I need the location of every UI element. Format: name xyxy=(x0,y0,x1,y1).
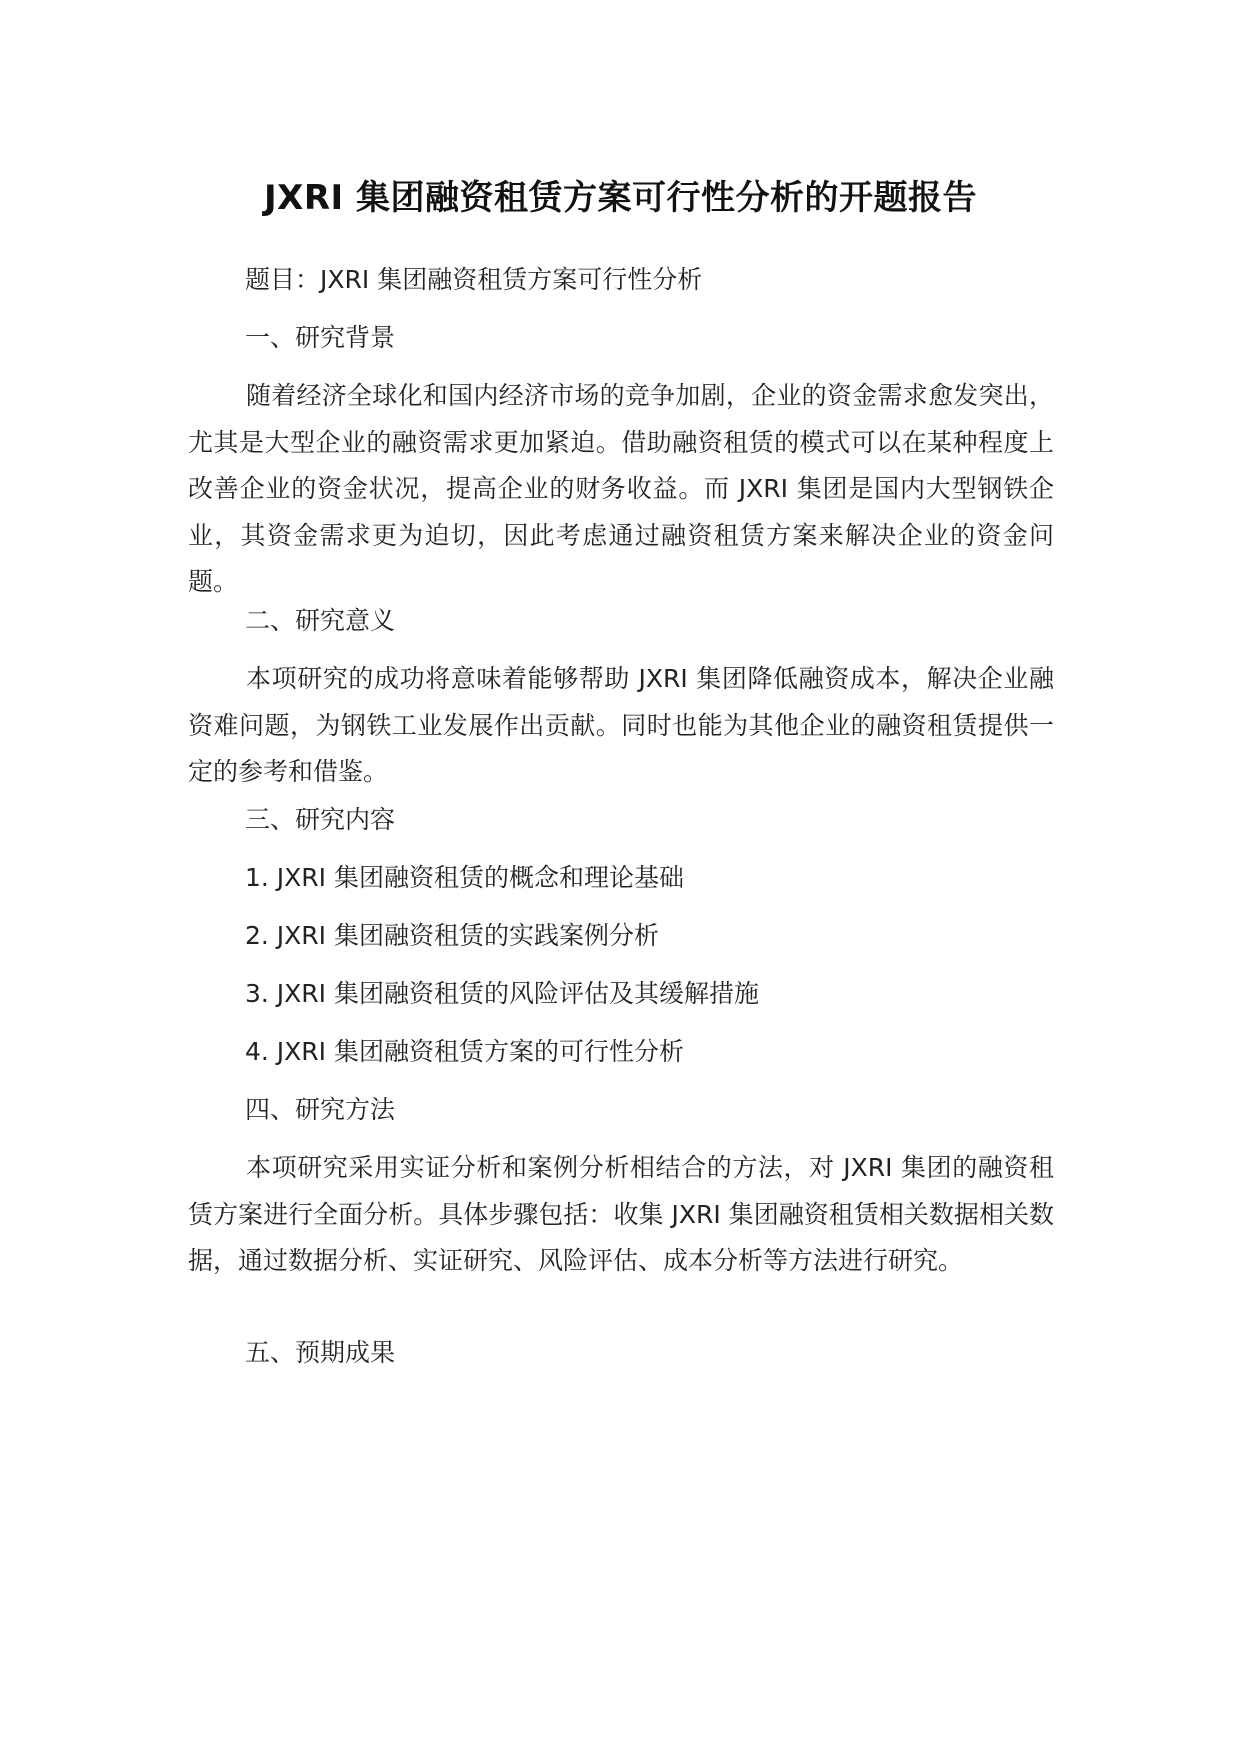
heading-results: 五、预期成果 xyxy=(245,1338,396,1367)
content-list-item: 2. JXRI 集团融资租赁的实践案例分析 xyxy=(245,921,659,950)
heading-significance: 二、研究意义 xyxy=(245,606,396,635)
paragraph-methods: 本项研究采用实证分析和案例分析相结合的方法，对 JXRI 集团的融资租赁方案进行全面分析。具体步骤包括：收集 JXRI 集团融资租赁相关数据相关数据，通过数据分析、实证研究、风险评估、成本分析等方法进行研究。 xyxy=(188,1153,1054,1275)
paragraph-significance: 本项研究的成功将意味着能够帮助 JXRI 集团降低融资成本，解决企业融资难问题，为钢铁工业发展作出贡献。同时也能为其他企业的融资租赁提供一定的参考和借鉴。 xyxy=(188,664,1054,786)
heading-methods: 四、研究方法 xyxy=(245,1095,396,1124)
heading-background: 一、研究背景 xyxy=(245,323,396,352)
document-title: JXRI 集团融资租赁方案可行性分析的开题报告 xyxy=(263,178,978,218)
content-list-item: 3. JXRI 集团融资租赁的风险评估及其缓解措施 xyxy=(245,979,759,1008)
content-list-item: 1. JXRI 集团融资租赁的概念和理论基础 xyxy=(245,863,684,892)
content-list-item: 4. JXRI 集团融资租赁方案的可行性分析 xyxy=(245,1037,684,1066)
paragraph-background: 随着经济全球化和国内经济市场的竞争加剧，企业的资金需求愈发突出，尤其是大型企业的融资需求更加紧迫。借助融资租赁的模式可以在某种程度上改善企业的资金状况，提高企业的财务收益。而 JXRI 集团是国内大型钢铁企业，其资金需求更为迫切，因此考虑通过融资租赁方案来解决企业的资金问题。 xyxy=(188,381,1054,596)
topic-line: 题目：JXRI 集团融资租赁方案可行性分析 xyxy=(245,265,703,294)
heading-content: 三、研究内容 xyxy=(245,805,396,834)
